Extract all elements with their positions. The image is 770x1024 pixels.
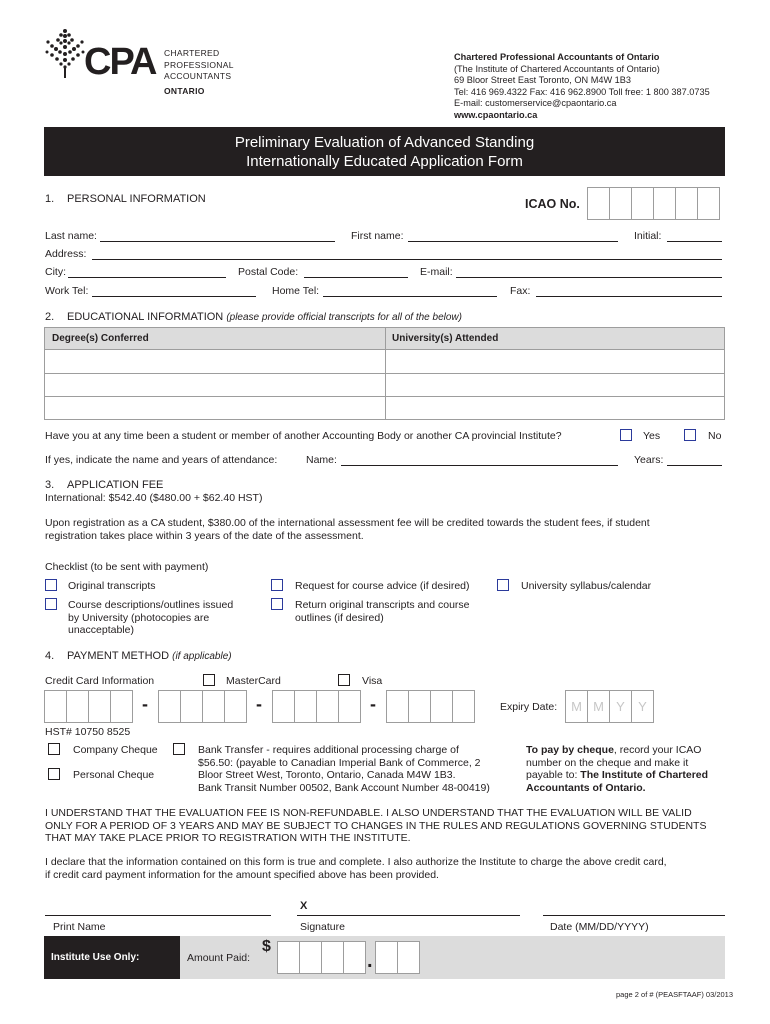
international-fee: International: $542.40 ($480.00 + $62.40 HST)	[45, 492, 263, 504]
address-label: Address:	[45, 248, 87, 260]
logo-text: CHARTERED PROFESSIONAL ACCOUNTANTS ONTARIO	[164, 48, 234, 96]
years-field[interactable]	[667, 465, 722, 466]
degree-cell[interactable]	[45, 350, 385, 373]
other-body-question: Have you at any time been a student or member of another Accounting Body or another CA provincial Institute?	[45, 430, 562, 442]
fee-credit-note: Upon registration as a CA student, $380.00 of the international assessment fee will be credited towards the student fees, if student registration takes place within 3 years of the date of the assessment.	[45, 517, 650, 542]
home-tel-field[interactable]	[323, 296, 497, 297]
yes-checkbox[interactable]	[620, 429, 632, 441]
page-title: Preliminary Evaluation of Advanced Standing	[234, 134, 535, 151]
cpa-logo	[44, 28, 244, 98]
card-number-input[interactable]	[44, 690, 475, 723]
city-label: City:	[45, 266, 66, 278]
personal-cheque-label: Personal Cheque	[73, 769, 155, 781]
mastercard-label: MasterCard	[226, 675, 281, 687]
original-transcripts-checkbox[interactable]	[45, 579, 57, 591]
decimal-point: .	[367, 950, 373, 972]
col-degree-header: Degree(s) Conferred	[52, 333, 149, 344]
checklist-heading: Checklist (to be sent with payment)	[45, 561, 209, 573]
signature-field[interactable]	[297, 915, 520, 916]
if-yes-label: If yes, indicate the name and years of attendance:	[45, 454, 278, 466]
signature-x: X	[300, 900, 308, 912]
title-banner	[44, 127, 725, 176]
section-4-heading: 4. PAYMENT METHOD (if applicable)	[45, 650, 232, 662]
body-name-field[interactable]	[341, 465, 618, 466]
first-name-label: First name:	[351, 230, 404, 242]
amount-cents-input[interactable]	[375, 941, 420, 974]
expiry-label: Expiry Date:	[500, 701, 558, 713]
last-name-label: Last name:	[45, 230, 97, 242]
bank-transfer-checkbox[interactable]	[173, 743, 185, 755]
dollar-sign: $	[262, 938, 271, 955]
section-2-heading: 2. EDUCATIONAL INFORMATION (please provide official transcripts for all of the below)	[45, 311, 462, 323]
last-name-field[interactable]	[100, 241, 335, 242]
company-cheque-label: Company Cheque	[73, 744, 158, 756]
syllabus-checkbox[interactable]	[497, 579, 509, 591]
fax-field[interactable]	[536, 296, 722, 297]
section-3-heading: 3. APPLICATION FEE	[45, 479, 164, 491]
original-transcripts-label: Original transcripts	[68, 580, 156, 592]
date-field[interactable]	[543, 915, 725, 916]
maple-leaf-icon	[44, 28, 86, 80]
university-cell[interactable]	[386, 350, 724, 373]
cheque-instructions: To pay by cheque, record your ICAO number on the cheque and make it payable to: The Institute of Chartered Accountants of Ontario.	[526, 744, 709, 794]
expiry-input[interactable]: M M Y Y	[565, 690, 658, 723]
col-university-header: University(s) Attended	[392, 333, 499, 344]
cpa-wordmark: CPA	[84, 41, 156, 83]
company-cheque-checkbox[interactable]	[48, 743, 60, 755]
address-field[interactable]	[92, 259, 722, 260]
body-name-label: Name:	[306, 454, 337, 466]
card-dash: -	[370, 694, 376, 714]
icao-label: ICAO No.	[525, 197, 580, 211]
declaration: I declare that the information contained on this form is true and complete. I also authorize the Institute to charge the above credit card, if credit card payment information for the amount specified above has been provided.	[45, 856, 667, 881]
hst-number: HST# 10750 8525	[45, 726, 131, 738]
no-checkbox[interactable]	[684, 429, 696, 441]
fax-label: Fax:	[510, 285, 531, 297]
city-field[interactable]	[68, 277, 226, 278]
signature-label: Signature	[300, 921, 345, 933]
university-cell[interactable]	[386, 397, 724, 419]
visa-checkbox[interactable]	[338, 674, 350, 686]
work-tel-field[interactable]	[92, 296, 256, 297]
visa-label: Visa	[362, 675, 383, 687]
print-name-label: Print Name	[53, 921, 106, 933]
postal-label: Postal Code:	[238, 266, 299, 278]
course-advice-checkbox[interactable]	[271, 579, 283, 591]
contact-block: Chartered Professional Accountants of Ontario (The Institute of Chartered Accountants of Ontario) 69 Bloor Street East Toronto, ON M4W 1B3 Tel: 416 969.4322 Fax: 416 962.8900 Toll free: 1 800 387.0735 E-mail: customerservice@cpaontario.ca www.cpaontario.ca	[454, 52, 710, 120]
initial-label: Initial:	[634, 230, 662, 242]
bank-transfer-label: Bank Transfer - requires additional processing charge of $56.50: (payable to Canadian Imperial Bank of Commerce, 2 Bloor Street West, Toronto, Ontario, Canada M4W 1B3. Bank Transit Number 00502, Bank Account Number 48-00419)	[198, 744, 490, 794]
course-advice-label: Request for course advice (if desired)	[295, 580, 470, 592]
course-descriptions-checkbox[interactable]	[45, 598, 57, 610]
yes-label: Yes	[643, 430, 661, 442]
work-tel-label: Work Tel:	[45, 285, 89, 297]
years-label: Years:	[634, 454, 664, 466]
date-label: Date (MM/DD/YYYY)	[550, 921, 649, 933]
initial-field[interactable]	[667, 241, 722, 242]
card-dash: -	[256, 694, 262, 714]
print-name-field[interactable]	[45, 915, 271, 916]
postal-field[interactable]	[304, 277, 408, 278]
icao-input[interactable]	[587, 187, 720, 220]
course-descriptions-label: Course descriptions/outlines issued by University (photocopies are unacceptable)	[68, 599, 234, 636]
no-label: No	[708, 430, 722, 442]
return-transcripts-label: Return original transcripts and course outlines (if desired)	[295, 599, 470, 624]
amount-paid-input[interactable]	[277, 941, 366, 974]
amount-paid-label: Amount Paid:	[187, 952, 251, 964]
section-1-heading: 1. PERSONAL INFORMATION	[45, 193, 206, 205]
syllabus-label: University syllabus/calendar	[521, 580, 652, 592]
personal-cheque-checkbox[interactable]	[48, 768, 60, 780]
page-subtitle: Internationally Educated Application Form	[246, 153, 523, 170]
return-transcripts-checkbox[interactable]	[271, 598, 283, 610]
degree-cell[interactable]	[45, 397, 385, 419]
degree-cell[interactable]	[45, 374, 385, 396]
credit-card-label: Credit Card Information	[45, 675, 155, 687]
first-name-field[interactable]	[408, 241, 618, 242]
institute-use-label: Institute Use Only:	[51, 952, 140, 963]
page-footer: page 2 of # (PEASFTAAF) 03/2013	[616, 990, 734, 999]
institute-use-panel	[44, 936, 725, 979]
home-tel-label: Home Tel:	[272, 285, 320, 297]
email-label: E-mail:	[420, 266, 453, 278]
non-refundable-statement: I UNDERSTAND THAT THE EVALUATION FEE IS NON-REFUNDABLE. I ALSO UNDERSTAND THAT THE EVALUATION WILL BE VALID ONLY FOR A PERIOD OF 3 YEARS AND MAY BE SUBJECT TO CHANGES IN THE RULES AND REGULATIONS GOVERNING STUDENTS THAT MAY TAKE PLACE PRIOR TO REGISTRATION WITH THE INSTITUTE.	[45, 807, 707, 844]
email-field[interactable]	[456, 277, 722, 278]
university-cell[interactable]	[386, 374, 724, 396]
education-table	[44, 327, 725, 420]
mastercard-checkbox[interactable]	[203, 674, 215, 686]
card-dash: -	[142, 694, 148, 714]
